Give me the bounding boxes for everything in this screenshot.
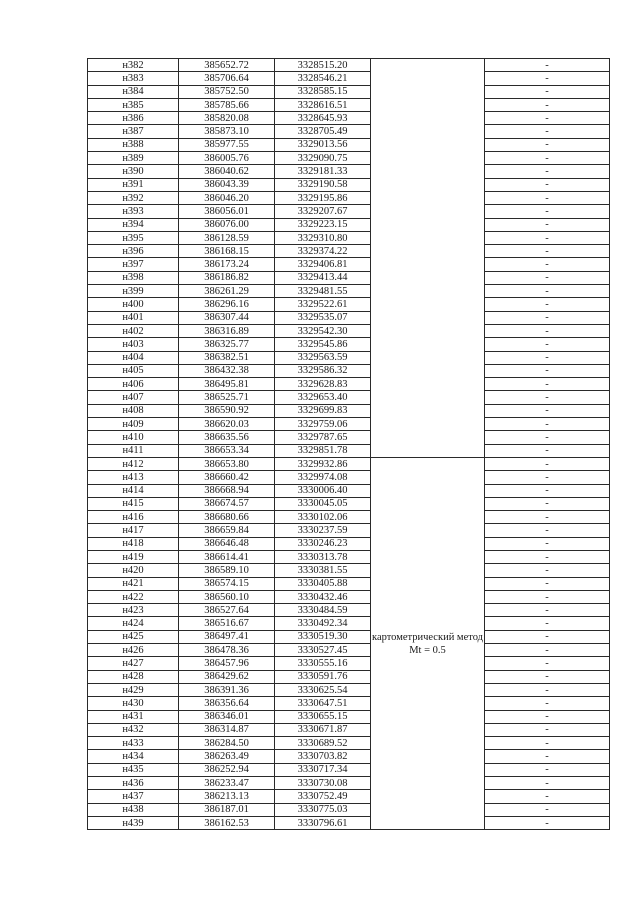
table-row	[88, 697, 610, 710]
y-coordinate-cell: 3328515.20	[275, 59, 371, 72]
table-row	[88, 138, 610, 151]
table-row	[88, 590, 610, 603]
y-coordinate-cell: 3329013.56	[275, 138, 371, 151]
point-id-cell: н412	[88, 457, 179, 470]
table-row	[88, 524, 610, 537]
table-row	[88, 72, 610, 85]
point-id-cell: н391	[88, 178, 179, 191]
x-coordinate-cell: 386056.01	[179, 205, 275, 218]
coordinates-table	[87, 58, 610, 830]
x-coordinate-cell: 386680.66	[179, 511, 275, 524]
accuracy-cell: -	[485, 285, 610, 298]
point-id-cell: н389	[88, 152, 179, 165]
y-coordinate-cell: 3330527.45	[275, 644, 371, 657]
table-row	[88, 258, 610, 271]
accuracy-cell: -	[485, 165, 610, 178]
x-coordinate-cell: 386495.81	[179, 378, 275, 391]
accuracy-cell: -	[485, 431, 610, 444]
x-coordinate-cell: 386233.47	[179, 777, 275, 790]
accuracy-cell: -	[485, 98, 610, 111]
accuracy-cell: -	[485, 271, 610, 284]
accuracy-cell: -	[485, 59, 610, 72]
table-row	[88, 285, 610, 298]
point-id-cell: н415	[88, 497, 179, 510]
y-coordinate-cell: 3329374.22	[275, 245, 371, 258]
point-id-cell: н413	[88, 471, 179, 484]
table-row	[88, 657, 610, 670]
point-id-cell: н396	[88, 245, 179, 258]
accuracy-cell: -	[485, 218, 610, 231]
y-coordinate-cell: 3329481.55	[275, 285, 371, 298]
point-id-cell: н434	[88, 750, 179, 763]
x-coordinate-cell: 386316.89	[179, 324, 275, 337]
table-row	[88, 617, 610, 630]
point-id-cell: н421	[88, 577, 179, 590]
table-row	[88, 364, 610, 377]
table-row	[88, 191, 610, 204]
y-coordinate-cell: 3329586.32	[275, 364, 371, 377]
accuracy-cell: -	[485, 670, 610, 683]
accuracy-cell: -	[485, 338, 610, 351]
point-id-cell: н400	[88, 298, 179, 311]
point-id-cell: н382	[88, 59, 179, 72]
x-coordinate-cell: 386128.59	[179, 231, 275, 244]
accuracy-cell: -	[485, 564, 610, 577]
y-coordinate-cell: 3329181.33	[275, 165, 371, 178]
x-coordinate-cell: 385785.66	[179, 98, 275, 111]
x-coordinate-cell: 386589.10	[179, 564, 275, 577]
accuracy-cell: -	[485, 152, 610, 165]
x-coordinate-cell: 386525.71	[179, 391, 275, 404]
table-row	[88, 324, 610, 337]
table-row	[88, 577, 610, 590]
point-id-cell: н404	[88, 351, 179, 364]
table-row	[88, 165, 610, 178]
x-coordinate-cell: 386646.48	[179, 537, 275, 550]
accuracy-cell: -	[485, 657, 610, 670]
table-row	[88, 98, 610, 111]
y-coordinate-cell: 3329090.75	[275, 152, 371, 165]
accuracy-cell: -	[485, 710, 610, 723]
x-coordinate-cell: 386076.00	[179, 218, 275, 231]
table-row	[88, 231, 610, 244]
y-coordinate-cell: 3330519.30	[275, 630, 371, 643]
table-row	[88, 218, 610, 231]
y-coordinate-cell: 3329563.59	[275, 351, 371, 364]
x-coordinate-cell: 385752.50	[179, 85, 275, 98]
x-coordinate-cell: 385977.55	[179, 138, 275, 151]
table-row	[88, 311, 610, 324]
y-coordinate-cell: 3329759.06	[275, 418, 371, 431]
table-row	[88, 431, 610, 444]
point-id-cell: н416	[88, 511, 179, 524]
point-id-cell: н422	[88, 590, 179, 603]
x-coordinate-cell: 386574.15	[179, 577, 275, 590]
table-row	[88, 378, 610, 391]
accuracy-cell: -	[485, 245, 610, 258]
x-coordinate-cell: 386659.84	[179, 524, 275, 537]
y-coordinate-cell: 3330246.23	[275, 537, 371, 550]
table-row	[88, 803, 610, 816]
y-coordinate-cell: 3328585.15	[275, 85, 371, 98]
y-coordinate-cell: 3329974.08	[275, 471, 371, 484]
x-coordinate-cell: 386674.57	[179, 497, 275, 510]
accuracy-cell: -	[485, 418, 610, 431]
y-coordinate-cell: 3329851.78	[275, 444, 371, 457]
x-coordinate-cell: 386173.24	[179, 258, 275, 271]
point-id-cell: н414	[88, 484, 179, 497]
accuracy-cell: -	[485, 125, 610, 138]
y-coordinate-cell: 3328616.51	[275, 98, 371, 111]
x-coordinate-cell: 386162.53	[179, 816, 275, 829]
x-coordinate-cell: 386497.41	[179, 630, 275, 643]
y-coordinate-cell: 3330717.34	[275, 763, 371, 776]
point-id-cell: н411	[88, 444, 179, 457]
point-id-cell: н429	[88, 683, 179, 696]
accuracy-cell: -	[485, 364, 610, 377]
y-coordinate-cell: 3329406.81	[275, 258, 371, 271]
accuracy-cell: -	[485, 497, 610, 510]
table-row	[88, 723, 610, 736]
point-id-cell: н432	[88, 723, 179, 736]
x-coordinate-cell: 386346.01	[179, 710, 275, 723]
y-coordinate-cell: 3330655.15	[275, 710, 371, 723]
table-row	[88, 670, 610, 683]
table-row	[88, 59, 610, 72]
accuracy-cell: -	[485, 324, 610, 337]
accuracy-cell: -	[485, 683, 610, 696]
accuracy-cell: -	[485, 138, 610, 151]
table-row	[88, 537, 610, 550]
point-id-cell: н384	[88, 85, 179, 98]
table-row	[88, 298, 610, 311]
y-coordinate-cell: 3330625.54	[275, 683, 371, 696]
accuracy-cell: -	[485, 630, 610, 643]
x-coordinate-cell: 386043.39	[179, 178, 275, 191]
point-id-cell: н419	[88, 550, 179, 563]
x-coordinate-cell: 386660.42	[179, 471, 275, 484]
accuracy-cell: -	[485, 311, 610, 324]
point-id-cell: н417	[88, 524, 179, 537]
method-cell: картометрический метод Mt = 0.5	[371, 457, 485, 829]
x-coordinate-cell: 386252.94	[179, 763, 275, 776]
x-coordinate-cell: 385706.64	[179, 72, 275, 85]
table-row	[88, 710, 610, 723]
y-coordinate-cell: 3329223.15	[275, 218, 371, 231]
x-coordinate-cell: 386284.50	[179, 737, 275, 750]
accuracy-cell: -	[485, 351, 610, 364]
point-id-cell: н402	[88, 324, 179, 337]
x-coordinate-cell: 386478.36	[179, 644, 275, 657]
method-cell	[371, 59, 485, 458]
table-row	[88, 564, 610, 577]
y-coordinate-cell: 3328705.49	[275, 125, 371, 138]
accuracy-cell: -	[485, 112, 610, 125]
x-coordinate-cell: 386516.67	[179, 617, 275, 630]
y-coordinate-cell: 3330237.59	[275, 524, 371, 537]
accuracy-cell: -	[485, 72, 610, 85]
x-coordinate-cell: 386620.03	[179, 418, 275, 431]
y-coordinate-cell: 3330796.61	[275, 816, 371, 829]
accuracy-cell: -	[485, 205, 610, 218]
accuracy-cell: -	[485, 697, 610, 710]
y-coordinate-cell: 3329542.30	[275, 324, 371, 337]
table-row	[88, 418, 610, 431]
point-id-cell: н410	[88, 431, 179, 444]
x-coordinate-cell: 385652.72	[179, 59, 275, 72]
point-id-cell: н397	[88, 258, 179, 271]
y-coordinate-cell: 3330492.34	[275, 617, 371, 630]
x-coordinate-cell: 386653.80	[179, 457, 275, 470]
point-id-cell: н390	[88, 165, 179, 178]
y-coordinate-cell: 3329413.44	[275, 271, 371, 284]
y-coordinate-cell: 3329653.40	[275, 391, 371, 404]
point-id-cell: н409	[88, 418, 179, 431]
table-row	[88, 511, 610, 524]
accuracy-cell: -	[485, 391, 610, 404]
y-coordinate-cell: 3329522.61	[275, 298, 371, 311]
y-coordinate-cell: 3329195.86	[275, 191, 371, 204]
accuracy-cell: -	[485, 191, 610, 204]
x-coordinate-cell: 386213.13	[179, 790, 275, 803]
point-id-cell: н408	[88, 404, 179, 417]
accuracy-cell: -	[485, 537, 610, 550]
accuracy-cell: -	[485, 378, 610, 391]
point-id-cell: н387	[88, 125, 179, 138]
table-row	[88, 178, 610, 191]
x-coordinate-cell: 386040.62	[179, 165, 275, 178]
table-row	[88, 391, 610, 404]
x-coordinate-cell: 386653.34	[179, 444, 275, 457]
accuracy-cell: -	[485, 590, 610, 603]
point-id-cell: н438	[88, 803, 179, 816]
x-coordinate-cell: 386432.38	[179, 364, 275, 377]
point-id-cell: н394	[88, 218, 179, 231]
accuracy-cell: -	[485, 577, 610, 590]
y-coordinate-cell: 3330102.06	[275, 511, 371, 524]
point-id-cell: н399	[88, 285, 179, 298]
y-coordinate-cell: 3330432.46	[275, 590, 371, 603]
y-coordinate-cell: 3329932.86	[275, 457, 371, 470]
table-row	[88, 85, 610, 98]
x-coordinate-cell: 386307.44	[179, 311, 275, 324]
y-coordinate-cell: 3330647.51	[275, 697, 371, 710]
x-coordinate-cell: 386382.51	[179, 351, 275, 364]
accuracy-cell: -	[485, 803, 610, 816]
table-row	[88, 444, 610, 457]
x-coordinate-cell: 386356.64	[179, 697, 275, 710]
x-coordinate-cell: 386186.82	[179, 271, 275, 284]
accuracy-cell: -	[485, 457, 610, 470]
y-coordinate-cell: 3330775.03	[275, 803, 371, 816]
point-id-cell: н428	[88, 670, 179, 683]
point-id-cell: н386	[88, 112, 179, 125]
x-coordinate-cell: 385873.10	[179, 125, 275, 138]
accuracy-cell: -	[485, 617, 610, 630]
accuracy-cell: -	[485, 604, 610, 617]
table-row	[88, 471, 610, 484]
table-row	[88, 404, 610, 417]
point-id-cell: н426	[88, 644, 179, 657]
x-coordinate-cell: 386527.64	[179, 604, 275, 617]
y-coordinate-cell: 3329628.83	[275, 378, 371, 391]
table-row	[88, 125, 610, 138]
accuracy-cell: -	[485, 777, 610, 790]
table-row	[88, 763, 610, 776]
x-coordinate-cell: 386261.29	[179, 285, 275, 298]
accuracy-cell: -	[485, 258, 610, 271]
table-row	[88, 271, 610, 284]
table-row	[88, 790, 610, 803]
point-id-cell: н427	[88, 657, 179, 670]
point-id-cell: н423	[88, 604, 179, 617]
point-id-cell: н425	[88, 630, 179, 643]
accuracy-cell: -	[485, 511, 610, 524]
point-id-cell: н395	[88, 231, 179, 244]
accuracy-cell: -	[485, 723, 610, 736]
point-id-cell: н406	[88, 378, 179, 391]
point-id-cell: н433	[88, 737, 179, 750]
table-row	[88, 683, 610, 696]
x-coordinate-cell: 386187.01	[179, 803, 275, 816]
coordinates-table-body	[88, 59, 610, 830]
table-row	[88, 205, 610, 218]
y-coordinate-cell: 3330752.49	[275, 790, 371, 803]
accuracy-cell: -	[485, 231, 610, 244]
table-row	[88, 338, 610, 351]
y-coordinate-cell: 3330591.76	[275, 670, 371, 683]
point-id-cell: н398	[88, 271, 179, 284]
y-coordinate-cell: 3329535.07	[275, 311, 371, 324]
y-coordinate-cell: 3328645.93	[275, 112, 371, 125]
accuracy-cell: -	[485, 644, 610, 657]
y-coordinate-cell: 3330006.40	[275, 484, 371, 497]
accuracy-cell: -	[485, 85, 610, 98]
x-coordinate-cell: 386590.92	[179, 404, 275, 417]
y-coordinate-cell: 3330484.59	[275, 604, 371, 617]
x-coordinate-cell: 386635.56	[179, 431, 275, 444]
point-id-cell: н418	[88, 537, 179, 550]
table-row	[88, 750, 610, 763]
point-id-cell: н435	[88, 763, 179, 776]
y-coordinate-cell: 3330405.88	[275, 577, 371, 590]
point-id-cell: н388	[88, 138, 179, 151]
table-row	[88, 816, 610, 829]
x-coordinate-cell: 386668.94	[179, 484, 275, 497]
table-row	[88, 484, 610, 497]
point-id-cell: н392	[88, 191, 179, 204]
accuracy-cell: -	[485, 550, 610, 563]
table-row	[88, 737, 610, 750]
y-coordinate-cell: 3330555.16	[275, 657, 371, 670]
accuracy-cell: -	[485, 178, 610, 191]
accuracy-cell: -	[485, 790, 610, 803]
accuracy-cell: -	[485, 750, 610, 763]
point-id-cell: н401	[88, 311, 179, 324]
point-id-cell: н430	[88, 697, 179, 710]
table-row	[88, 630, 610, 643]
y-coordinate-cell: 3329190.58	[275, 178, 371, 191]
y-coordinate-cell: 3329207.67	[275, 205, 371, 218]
table-row	[88, 457, 610, 470]
accuracy-cell: -	[485, 298, 610, 311]
accuracy-cell: -	[485, 444, 610, 457]
point-id-cell: н431	[88, 710, 179, 723]
x-coordinate-cell: 386046.20	[179, 191, 275, 204]
table-row	[88, 497, 610, 510]
accuracy-cell: -	[485, 737, 610, 750]
accuracy-cell: -	[485, 763, 610, 776]
point-id-cell: н420	[88, 564, 179, 577]
x-coordinate-cell: 386560.10	[179, 590, 275, 603]
y-coordinate-cell: 3330703.82	[275, 750, 371, 763]
y-coordinate-cell: 3330313.78	[275, 550, 371, 563]
y-coordinate-cell: 3329545.86	[275, 338, 371, 351]
x-coordinate-cell: 386005.76	[179, 152, 275, 165]
x-coordinate-cell: 386314.87	[179, 723, 275, 736]
point-id-cell: н383	[88, 72, 179, 85]
x-coordinate-cell: 386391.36	[179, 683, 275, 696]
y-coordinate-cell: 3330689.52	[275, 737, 371, 750]
x-coordinate-cell: 386296.16	[179, 298, 275, 311]
point-id-cell: н436	[88, 777, 179, 790]
table-row	[88, 245, 610, 258]
table-row	[88, 351, 610, 364]
table-row	[88, 644, 610, 657]
point-id-cell: н439	[88, 816, 179, 829]
x-coordinate-cell: 386263.49	[179, 750, 275, 763]
y-coordinate-cell: 3328546.21	[275, 72, 371, 85]
table-row	[88, 604, 610, 617]
point-id-cell: н405	[88, 364, 179, 377]
y-coordinate-cell: 3330671.87	[275, 723, 371, 736]
table-row	[88, 152, 610, 165]
accuracy-cell: -	[485, 524, 610, 537]
accuracy-cell: -	[485, 471, 610, 484]
x-coordinate-cell: 385820.08	[179, 112, 275, 125]
y-coordinate-cell: 3329310.80	[275, 231, 371, 244]
point-id-cell: н385	[88, 98, 179, 111]
accuracy-cell: -	[485, 404, 610, 417]
table-row	[88, 777, 610, 790]
accuracy-cell: -	[485, 816, 610, 829]
x-coordinate-cell: 386429.62	[179, 670, 275, 683]
x-coordinate-cell: 386325.77	[179, 338, 275, 351]
point-id-cell: н437	[88, 790, 179, 803]
point-id-cell: н407	[88, 391, 179, 404]
table-row	[88, 550, 610, 563]
y-coordinate-cell: 3330045.05	[275, 497, 371, 510]
x-coordinate-cell: 386168.15	[179, 245, 275, 258]
y-coordinate-cell: 3329699.83	[275, 404, 371, 417]
point-id-cell: н393	[88, 205, 179, 218]
y-coordinate-cell: 3329787.65	[275, 431, 371, 444]
point-id-cell: н403	[88, 338, 179, 351]
y-coordinate-cell: 3330730.08	[275, 777, 371, 790]
point-id-cell: н424	[88, 617, 179, 630]
y-coordinate-cell: 3330381.55	[275, 564, 371, 577]
x-coordinate-cell: 386614.41	[179, 550, 275, 563]
accuracy-cell: -	[485, 484, 610, 497]
table-row	[88, 112, 610, 125]
x-coordinate-cell: 386457.96	[179, 657, 275, 670]
